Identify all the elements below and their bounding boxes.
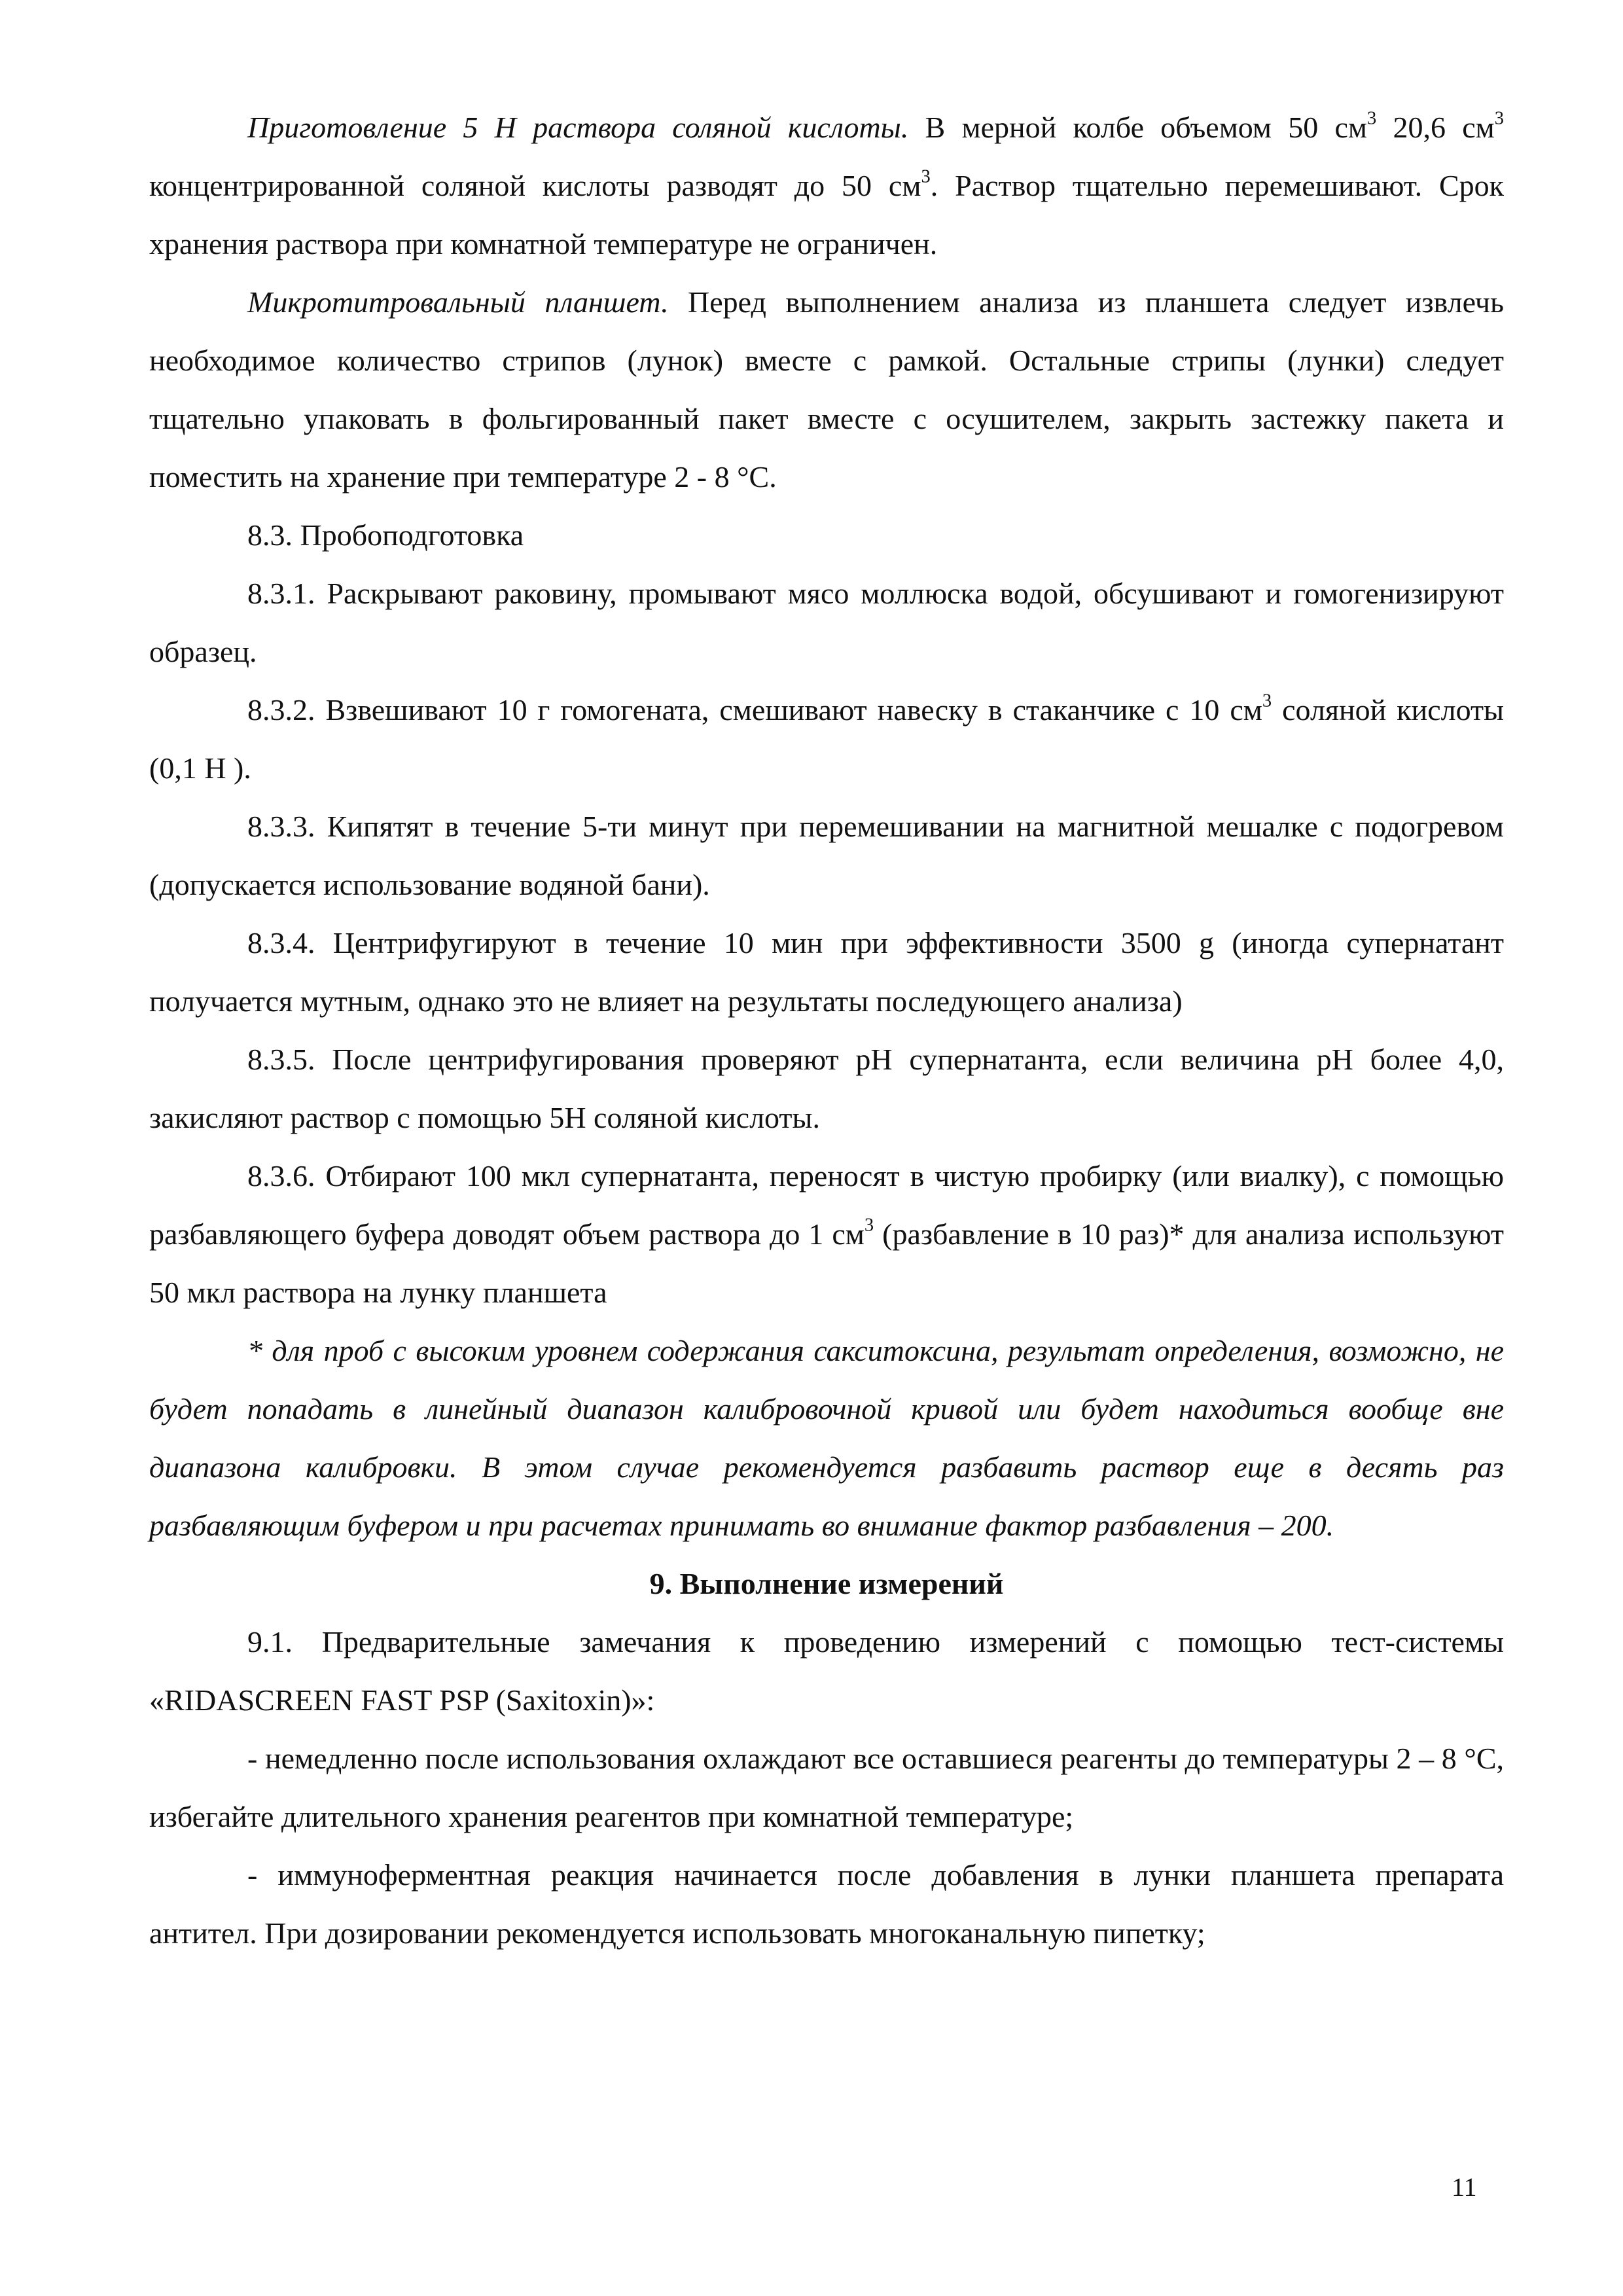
section-heading-8-3: 8.3. Пробоподготовка <box>247 518 524 552</box>
paragraph-8-3-1: 8.3.1. Раскрывают раковину, промывают мясо моллюска водой, обсушивают и гомогенизируют образец. <box>149 577 1504 668</box>
paragraph-hcl-5n <box>149 98 1504 273</box>
page-content <box>149 98 1504 1962</box>
hcl-5n-text-3: концентрированной соляной кислоты разводят до 50 см <box>149 169 921 202</box>
paragraph-8-3-4: 8.3.4. Центрифугируют в течение 10 мин при эффективности 3500 g (иногда супернатант получается мутным, однако это не влияет на результаты последующего анализа) <box>149 926 1505 1018</box>
paragraph-8-3-3: 8.3.3. Кипятят в течение 5-ти минут при перемешивании на магнитной мешалке с подогревом (допускается использование водяной бани). <box>149 810 1504 901</box>
hcl-5n-text-1: В мерной колбе объемом 50 см <box>908 111 1367 144</box>
list-item-reagents-cooling: - немедленно после использования охлаждают все оставшиеся реагенты до температуры 2 – 8 °С, избегайте длительного хранения реагентов при комнатной температуре; <box>149 1742 1504 1833</box>
microplate-text: Перед выполнением анализа из планшета следует извлечь необходимое количество стрипов (лунок) вместе с рамкой. Остальные стрипы (лунки) следует тщательно упаковать в фольгированный пакет вместе с осушителем, закрыть застежку пакета и поместить на хранение при температуре 2 - 8 °С. <box>149 285 1504 493</box>
paragraph-microplate <box>149 273 1504 506</box>
paragraph-8-3-2 <box>149 681 1504 797</box>
page-number: 11 <box>1452 2172 1477 2202</box>
superscript-3: 3 <box>921 166 931 187</box>
p-8-3-6-text-1: 8.3.6. Отбирают 100 мкл супернатанта, переносят в чистую пробирку (или виалку), с помощью разбавляющего буфера доводят объем раствора до 1 см <box>149 1159 1504 1251</box>
paragraph-8-3-5: 8.3.5. После центрифугирования проверяют pH супернатанта, если величина pH более 4,0, закисляют раствор с помощью 5Н соляной кислоты. <box>149 1043 1504 1134</box>
hcl-5n-title: Приготовление 5 Н раствора соляной кислоты. <box>247 111 909 144</box>
p-8-3-6-text-2: (разбавление в 10 раз)* для анализа используют 50 мкл раствора на лунку планшета <box>149 1217 1504 1309</box>
superscript-3: 3 <box>1367 108 1377 129</box>
list-item-immunoassay-reaction: - иммуноферментная реакция начинается после добавления в лунки планшета препарата антител. При дозировании рекомендуется использовать многоканальную пипетку; <box>149 1858 1504 1950</box>
p-8-3-2-text-2: соляной кислоты (0,1 Н ). <box>149 693 1504 785</box>
superscript-3: 3 <box>1494 108 1504 129</box>
section-heading-9: 9. Выполнение измерений <box>649 1567 1004 1600</box>
hcl-5n-text-4: . Раствор тщательно перемешивают. Срок хранения раствора при комнатной температуре не ограничен. <box>149 169 1504 260</box>
hcl-5n-text-2: 20,6 см <box>1376 111 1495 144</box>
superscript-3: 3 <box>864 1215 874 1236</box>
paragraph-9-1: 9.1. Предварительные замечания к проведению измерений с помощью тест-системы «RIDASCREEN FAST PSP (Saxitoxin)»: <box>149 1625 1504 1717</box>
microplate-title: Микротитровальный планшет. <box>247 285 669 319</box>
p-8-3-2-text-1: 8.3.2. Взвешивают 10 г гомогената, смешивают навеску в стаканчике с 10 см <box>247 693 1262 726</box>
paragraph-8-3-6 <box>149 1147 1504 1321</box>
footnote-dilution: * для проб с высоким уровнем содержания сакситоксина, результат определения, возможно, не будет попадать в линейный диапазон калибровочной кривой или будет находиться вообще вне диапазона калибровки. В этом случае рекомендуется разбавить раствор еще в десять раз разбавляющим буфером и при расчетах принимать во внимание фактор разбавления – 200. <box>149 1334 1504 1542</box>
superscript-3: 3 <box>1262 691 1272 711</box>
